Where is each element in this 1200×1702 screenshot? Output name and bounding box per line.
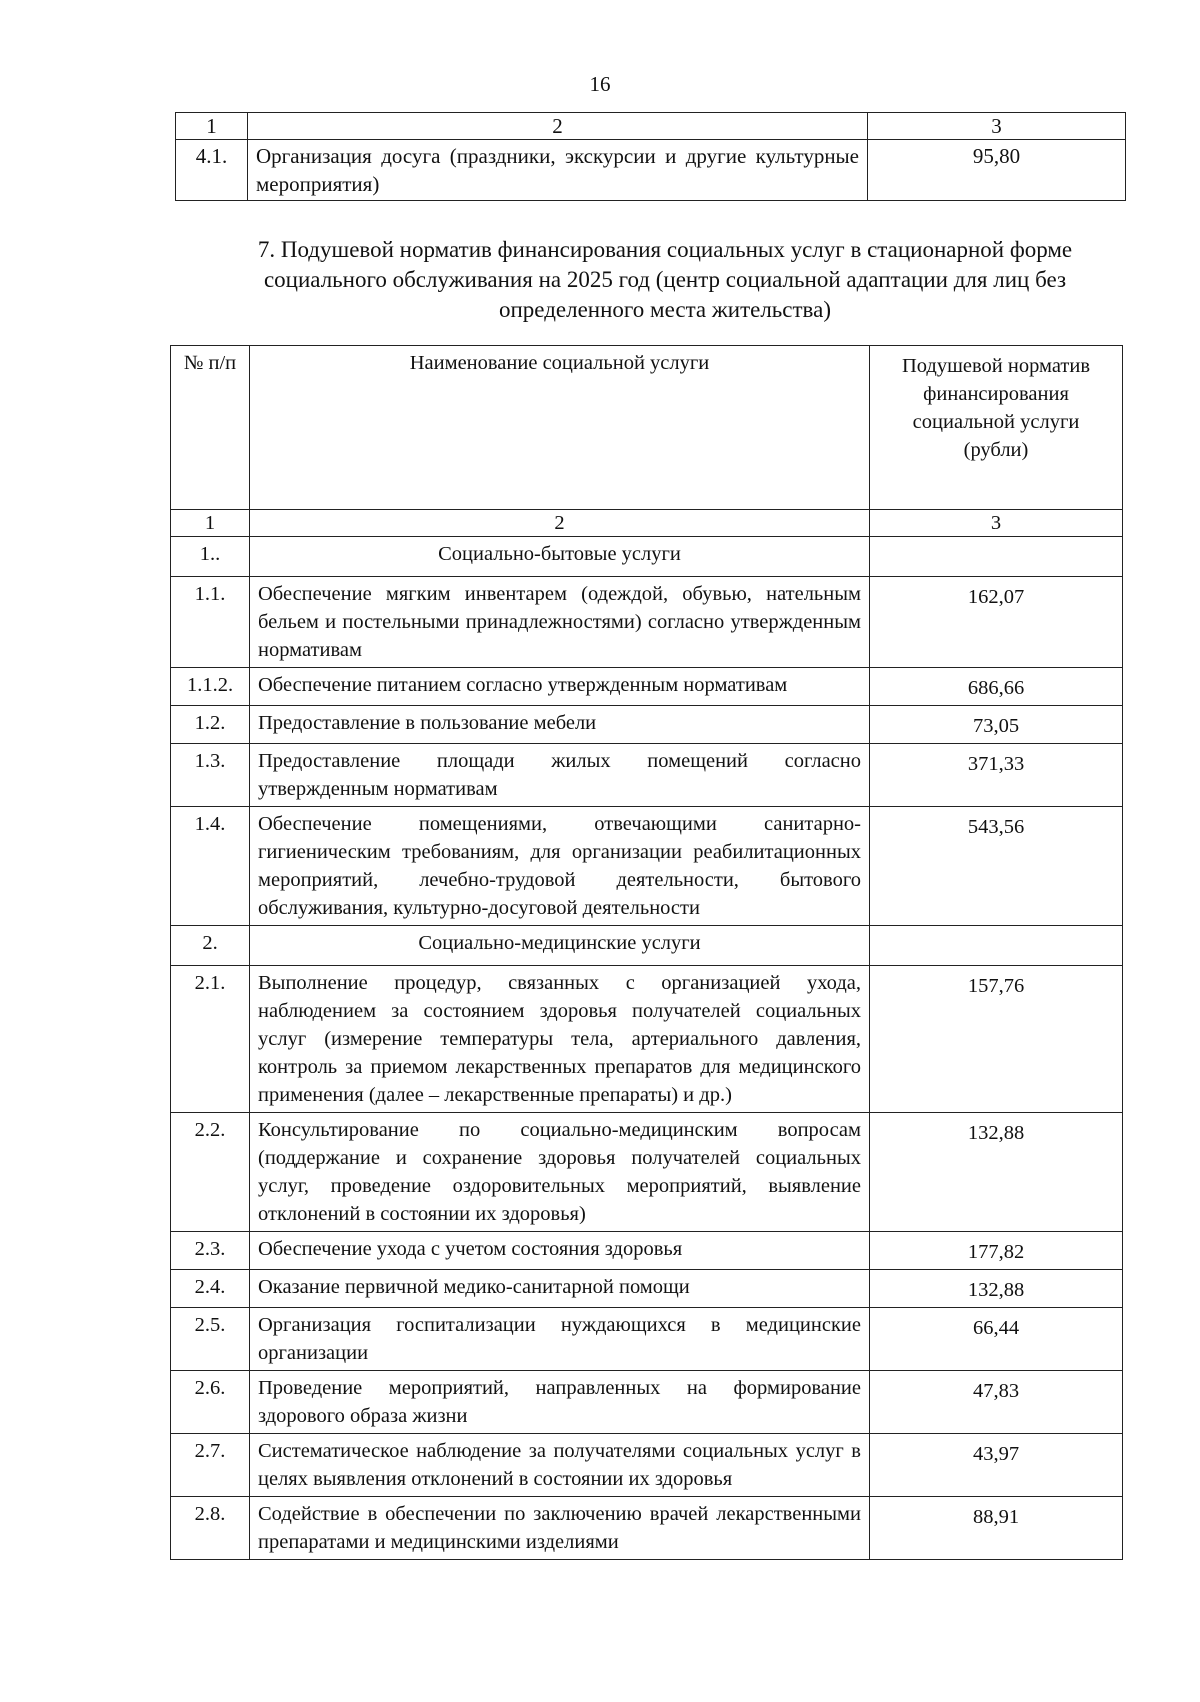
table-row	[171, 1232, 1123, 1270]
continuation-table	[175, 112, 1126, 201]
header-value: Подушевой норматив финансирования социальной услуги (рубли)	[870, 346, 1123, 510]
norm-value	[870, 537, 1123, 577]
col-number-1: 1	[176, 113, 248, 140]
norm-value: 371,33	[870, 744, 1123, 807]
row-number: 2.3.	[171, 1232, 250, 1270]
service-name: Консультирование по социально-медицинским вопросам (поддержание и сохранение здоровья получателей социальных услуг, проведение оздоровительных мероприятий, выявление отклонений в состоянии их здоровья)	[250, 1113, 870, 1232]
row-number: 4.1.	[176, 140, 248, 201]
service-name: Оказание первичной медико-санитарной помощи	[250, 1270, 870, 1308]
row-number: 1.2.	[171, 706, 250, 744]
service-name: Обеспечение ухода с учетом состояния здоровья	[250, 1232, 870, 1270]
service-name: Организация досуга (праздники, экскурсии и другие культурные мероприятия)	[248, 140, 868, 201]
row-number: 1.1.2.	[171, 668, 250, 706]
row-number: 2.1.	[171, 966, 250, 1113]
norm-value: 543,56	[870, 807, 1123, 926]
norm-value: 43,97	[870, 1434, 1123, 1497]
norm-value: 66,44	[870, 1308, 1123, 1371]
row-number: 2.4.	[171, 1270, 250, 1308]
row-number: 2.	[171, 926, 250, 966]
service-name: Обеспечение мягким инвентарем (одеждой, обувью, нательным бельем и постельными принадлежностями) согласно утвержденным нормативам	[250, 577, 870, 668]
table-row	[171, 1371, 1123, 1434]
row-number: 1.3.	[171, 744, 250, 807]
norm-value: 177,82	[870, 1232, 1123, 1270]
norm-value: 47,83	[870, 1371, 1123, 1434]
table-row	[171, 1270, 1123, 1308]
header-row	[171, 346, 1123, 510]
column-number-row	[176, 113, 1126, 140]
service-name: Проведение мероприятий, направленных на формирование здорового образа жизни	[250, 1371, 870, 1434]
norm-value: 162,07	[870, 577, 1123, 668]
table-row	[176, 140, 1126, 201]
norm-value: 686,66	[870, 668, 1123, 706]
table-row	[171, 966, 1123, 1113]
norms-table	[170, 345, 1123, 1560]
category-row	[171, 926, 1123, 966]
service-name: Выполнение процедур, связанных с организацией ухода, наблюдением за состоянием здоровья получателей социальных услуг (измерение температуры тела, артериального давления, контроль за приемом лекарственных препаратов для медицинского применения (далее – лекарственные препараты) и др.)	[250, 966, 870, 1113]
table-row	[171, 744, 1123, 807]
norm-value: 88,91	[870, 1497, 1123, 1560]
service-name: Содействие в обеспечении по заключению врачей лекарственными препаратами и медицинскими изделиями	[250, 1497, 870, 1560]
table-row	[171, 1113, 1123, 1232]
col-number-2: 2	[250, 510, 870, 537]
norm-value: 95,80	[868, 140, 1126, 201]
norm-value: 132,88	[870, 1270, 1123, 1308]
row-number: 1..	[171, 537, 250, 577]
category-name: Социально-бытовые услуги	[250, 537, 870, 577]
table-row	[171, 807, 1123, 926]
header-name: Наименование социальной услуги	[250, 346, 870, 510]
norm-value	[870, 926, 1123, 966]
row-number: 2.7.	[171, 1434, 250, 1497]
norm-value: 73,05	[870, 706, 1123, 744]
service-name: Предоставление площади жилых помещений согласно утвержденным нормативам	[250, 744, 870, 807]
row-number: 2.6.	[171, 1371, 250, 1434]
row-number: 2.5.	[171, 1308, 250, 1371]
row-number: 2.8.	[171, 1497, 250, 1560]
col-number-3: 3	[868, 113, 1126, 140]
page-number: 16	[589, 72, 611, 96]
norm-value: 157,76	[870, 966, 1123, 1113]
table-row	[171, 668, 1123, 706]
table-row	[171, 577, 1123, 668]
service-name: Организация госпитализации нуждающихся в медицинские организации	[250, 1308, 870, 1371]
row-number: 1.4.	[171, 807, 250, 926]
table-body	[171, 537, 1123, 1560]
header-number: № п/п	[171, 346, 250, 510]
service-name: Обеспечение питанием согласно утвержденным нормативам	[250, 668, 870, 706]
table-row	[171, 706, 1123, 744]
row-number: 2.2.	[171, 1113, 250, 1232]
column-number-row	[171, 510, 1123, 537]
col-number-3: 3	[870, 510, 1123, 537]
section-title: 7. Подушевой норматив финансирования социальных услуг в стационарной форме социального обслуживания на 2025 год (центр социальной адаптации для лиц без определенного места жительства)	[257, 237, 1073, 322]
service-name: Предоставление в пользование мебели	[250, 706, 870, 744]
col-number-1: 1	[171, 510, 250, 537]
table-row	[171, 1497, 1123, 1560]
table-row	[171, 1434, 1123, 1497]
service-name: Обеспечение помещениями, отвечающими санитарно-гигиеническим требованиям, для организации реабилитационных мероприятий, лечебно-трудовой деятельности, бытового обслуживания, культурно-досуговой деятельности	[250, 807, 870, 926]
service-name: Систематическое наблюдение за получателями социальных услуг в целях выявления отклонений в состоянии их здоровья	[250, 1434, 870, 1497]
table-row	[171, 1308, 1123, 1371]
row-number: 1.1.	[171, 577, 250, 668]
col-number-2: 2	[248, 113, 868, 140]
category-name: Социально-медицинские услуги	[250, 926, 870, 966]
category-row	[171, 537, 1123, 577]
norm-value: 132,88	[870, 1113, 1123, 1232]
